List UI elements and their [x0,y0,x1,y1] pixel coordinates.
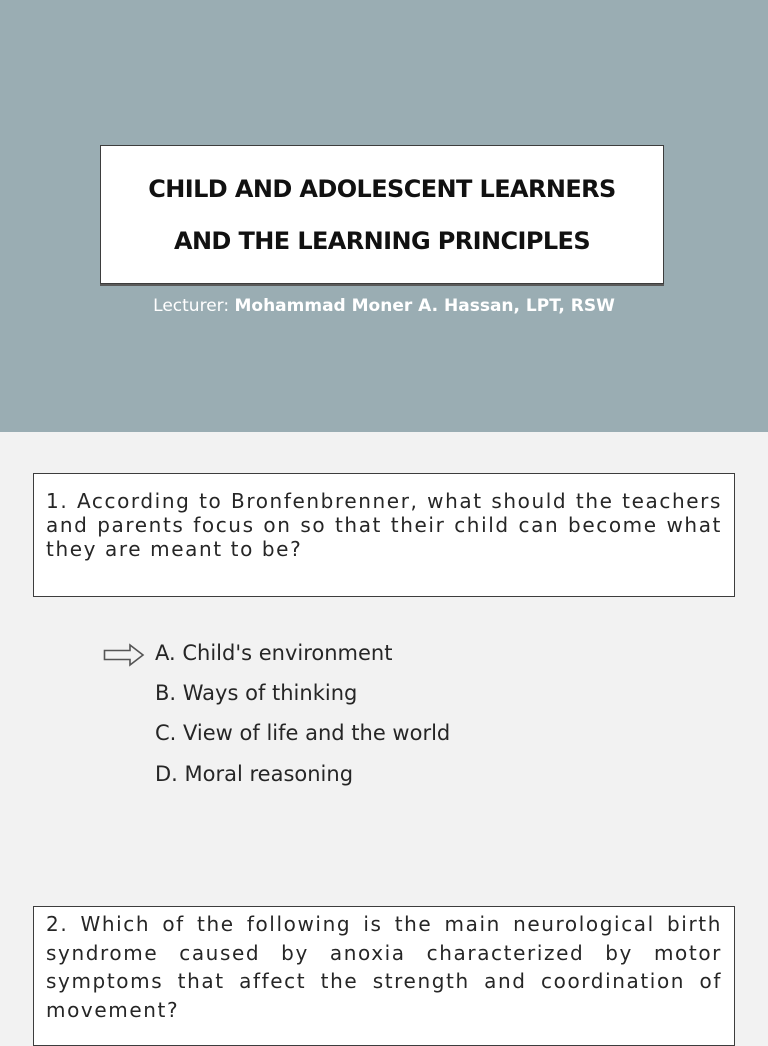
slide-title-line-2: AND THE LEARNING PRINCIPLES [173,226,591,255]
question-1-slide [0,432,768,864]
lecturer-line [0,296,768,316]
right-arrow-outline-icon [103,643,145,667]
option-c[interactable]: C. View of life and the world [155,721,451,745]
question-2-text: 2. Which of the following is the main neurological birth syndrome caused by anoxia characterized by motor symptoms that affect the strength and coordination of movement? [33,906,735,1046]
slide-title-line-1: CHILD AND ADOLESCENT LEARNERS [148,174,616,203]
option-a[interactable]: A. Child's environment [155,641,393,665]
question-2-slide [0,866,768,1024]
question-1-text: 1. According to Bronfenbrenner, what should the teachers and parents focus on so that their child can become what they are meant to be? [33,473,735,597]
lecturer-name: Mohammad Moner A. Hassan, LPT, RSW [234,296,615,316]
title-slide [0,0,768,432]
lecturer-label: Lecturer: [153,296,235,316]
option-d[interactable]: D. Moral reasoning [155,762,354,786]
option-b[interactable]: B. Ways of thinking [155,681,358,705]
title-box [100,145,664,284]
